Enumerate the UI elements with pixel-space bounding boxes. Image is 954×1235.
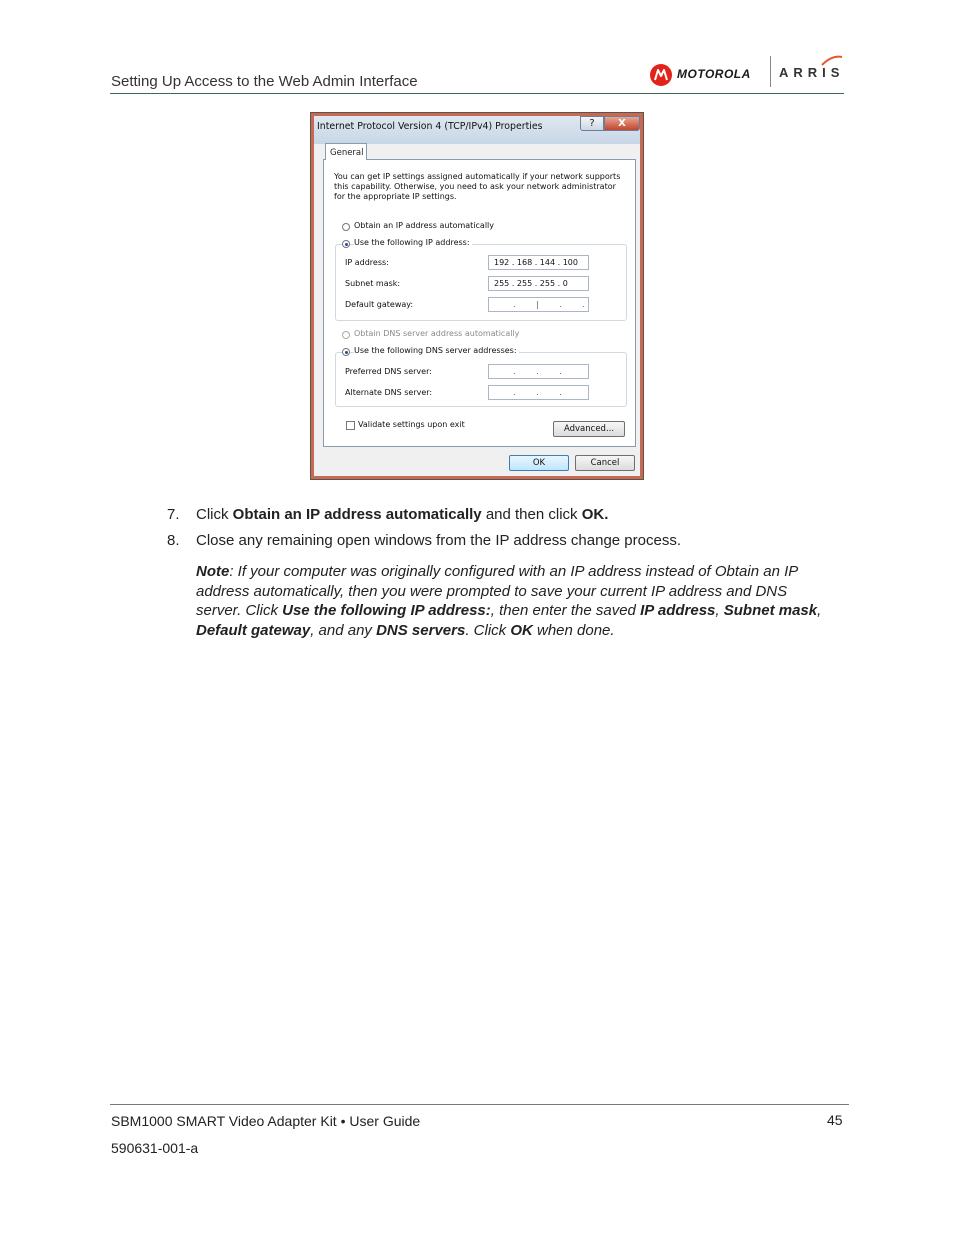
radio-use-ip-label: Use the following IP address: [354,238,470,247]
intro-text-line2: this capability. Otherwise, you need to ask your network administrator [334,182,616,191]
validate-checkbox-label: Validate settings upon exit [358,420,465,429]
note-emphasis: OK [510,621,533,639]
general-panel [323,159,636,447]
note-text: , [715,602,724,619]
header-rule [110,93,844,94]
ip-address-field[interactable]: 192 . 168 . 144 . 100 [488,255,589,270]
step-text: Close any remaining open windows from the IP address change process. [196,532,681,549]
note-text: , [817,602,822,619]
advanced-button[interactable]: Advanced... [553,421,625,437]
logo-divider [770,56,771,87]
note-emphasis: IP address [640,602,716,619]
step-text: and then click [481,506,582,523]
page-number: 45 [827,1112,843,1128]
help-button[interactable]: ? [580,116,604,131]
arris-wordmark: ARRIS [779,65,845,80]
preferred-dns-label: Preferred DNS server: [345,367,432,376]
radio-use-dns[interactable] [342,348,350,356]
intro-text-line3: for the appropriate IP settings. [334,192,457,201]
note-label: Note [196,563,230,580]
motorola-wordmark: MOTOROLA [677,67,751,81]
step-number: 7. [167,506,180,523]
arris-swoosh-icon [820,55,844,67]
tab-general[interactable]: General [325,143,367,160]
guide-title: SBM1000 SMART Video Adapter Kit • User Guide [111,1113,421,1129]
step-7 [167,506,608,523]
note-emphasis: Subnet mask [723,602,818,619]
motorola-logo-icon [650,64,672,86]
ok-button[interactable]: OK [509,455,569,471]
radio-use-ip[interactable] [342,240,350,248]
tcpip-properties-dialog [310,112,644,480]
subnet-mask-field[interactable]: 255 . 255 . 255 . 0 [488,276,589,291]
document-number: 590631-001-a [111,1140,199,1156]
note-emphasis: DNS servers [376,621,466,639]
step-8 [167,532,681,549]
dialog-title: Internet Protocol Version 4 (TCP/IPv4) Properties [317,121,543,132]
intro-text-line1: You can get IP settings assigned automatically if your network supports [334,172,621,181]
note-emphasis: Use the following IP address: [282,602,491,619]
close-button[interactable]: X [604,116,640,131]
note-paragraph [196,562,836,640]
validate-checkbox[interactable] [346,421,355,430]
cancel-button[interactable]: Cancel [575,455,635,471]
note-text: , and any [310,621,377,639]
ip-address-label: IP address: [345,258,389,267]
radio-obtain-ip[interactable] [342,223,350,231]
footer-rule [110,1104,849,1105]
note-text: when done. [532,621,615,639]
radio-obtain-ip-label: Obtain an IP address automatically [354,221,495,230]
default-gateway-field[interactable]: . | . . [488,297,589,312]
preferred-dns-field[interactable]: . . . [488,364,589,379]
note-text: . Click [465,621,511,639]
default-gateway-label: Default gateway: [345,300,414,309]
note-emphasis: Default gateway [196,621,311,639]
step-number: 8. [167,532,180,549]
note-text: , then enter the saved [490,602,641,619]
step-emphasis: OK. [581,506,609,523]
step-emphasis: Obtain an IP address automatically [232,506,482,523]
radio-obtain-dns-label: Obtain DNS server address automatically [354,329,520,338]
radio-use-dns-label: Use the following DNS server addresses: [354,346,517,355]
note-text: : If your computer was originally configured with an IP address instead of Obtain an IP address automatically, then you were prompted to save your current IP address and DNS server. Click [196,563,798,619]
alternate-dns-field[interactable]: . . . [488,385,589,400]
alternate-dns-label: Alternate DNS server: [345,388,433,397]
section-title: Setting Up Access to the Web Admin Interface [111,73,418,90]
radio-obtain-dns[interactable] [342,331,350,339]
subnet-mask-label: Subnet mask: [345,279,401,288]
step-text: Click [196,506,233,523]
